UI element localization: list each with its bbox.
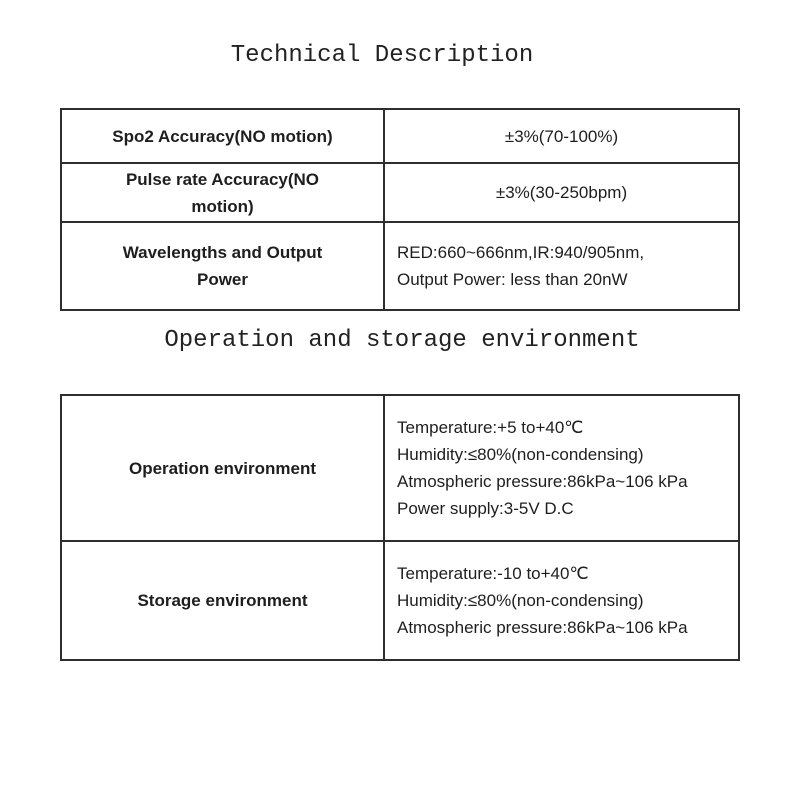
- spec-value-text: Atmospheric pressure:86kPa~106 kPa: [397, 618, 688, 637]
- spec-label-text: Wavelengths and Output: [122, 243, 323, 262]
- spec-label-cell: [62, 164, 385, 221]
- spec-value-cell: [385, 223, 738, 309]
- spec-value-text: Temperature:-10 to+40℃: [397, 564, 589, 583]
- environment-table: [60, 394, 740, 661]
- section-heading-operation-storage: Operation and storage environment: [164, 327, 640, 354]
- table-row: [62, 221, 738, 309]
- spec-value-cell: [385, 110, 738, 162]
- spec-label-text: motion): [191, 196, 254, 216]
- spec-label-text: Power: [196, 270, 249, 289]
- spec-label-cell: [62, 223, 385, 309]
- spec-label-text: Pulse rate Accuracy(NO: [125, 169, 320, 189]
- spec-value-text: ±3%(30-250bpm): [495, 183, 628, 202]
- spec-value-text: ±3%(70-100%): [504, 126, 619, 146]
- table-row: [62, 110, 738, 162]
- spec-value-cell: [385, 396, 738, 540]
- spec-value-text: Humidity:≤80%(non-condensing): [397, 445, 644, 464]
- spec-label-text: Spo2 Accuracy(NO motion): [112, 126, 333, 146]
- spec-value-text: Temperature:+5 to+40℃: [397, 418, 584, 437]
- table-row: [62, 396, 738, 540]
- section-heading-technical-description: Technical Description: [230, 42, 534, 69]
- spec-value-cell: [385, 542, 738, 659]
- technical-description-table: [60, 108, 740, 311]
- spec-value-text: Power supply:3-5V D.C: [397, 499, 574, 518]
- spec-label-text: Storage environment: [137, 591, 308, 610]
- spec-value-cell: [385, 164, 738, 221]
- spec-label-cell: [62, 110, 385, 162]
- spec-value-text: Humidity:≤80%(non-condensing): [397, 591, 644, 610]
- spec-label-text: Operation environment: [128, 458, 317, 478]
- spec-label-cell: [62, 542, 385, 659]
- table-row: [62, 540, 738, 659]
- spec-label-cell: [62, 396, 385, 540]
- spec-value-text: Atmospheric pressure:86kPa~106 kPa: [397, 472, 688, 491]
- spec-value-text: RED:660~666nm,IR:940/905nm,: [397, 243, 645, 262]
- spec-value-text: Output Power: less than 20nW: [397, 270, 628, 289]
- table-row: [62, 162, 738, 221]
